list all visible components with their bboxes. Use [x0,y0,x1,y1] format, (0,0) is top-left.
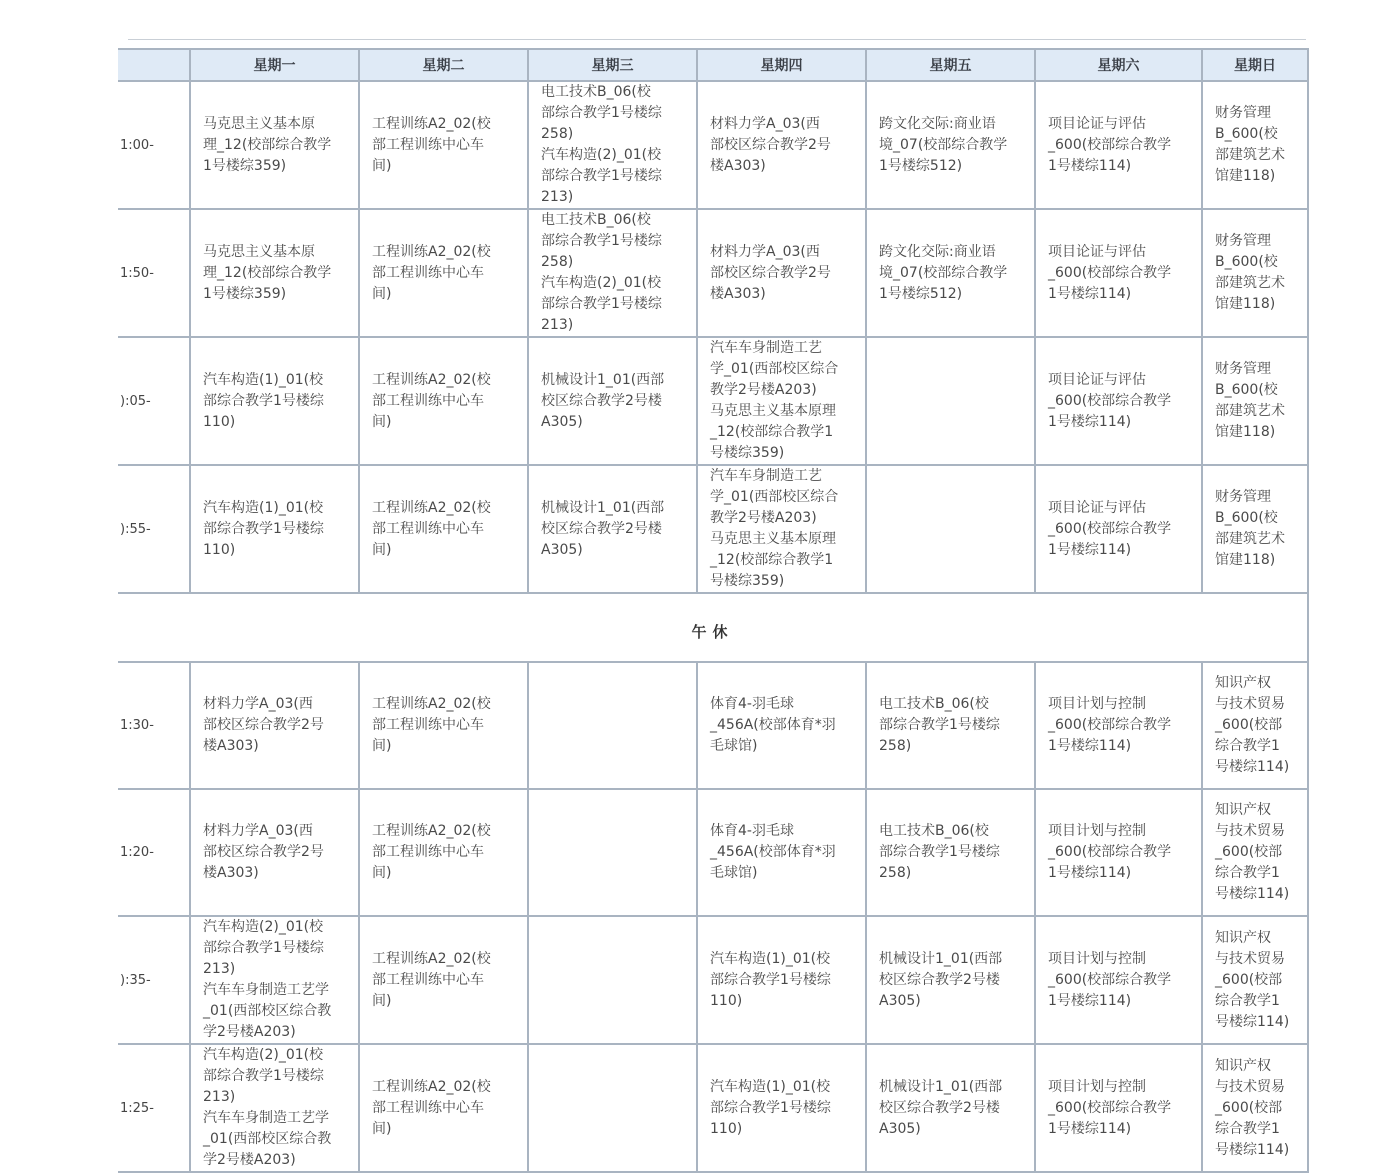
header-day-friday: 星期五 [866,49,1035,81]
course-cell-thursday [697,465,866,593]
course-cell-sunday [1202,1044,1308,1172]
course-cell-tuesday [359,209,528,337]
period-start-time: ):05- [118,337,190,465]
afternoon-period-row-1 [118,662,1308,789]
course-cell-sunday [1202,916,1308,1044]
course-entry: 电工技术B_06(校 部综合教学1号楼综 258) [541,84,662,142]
course-entry: 汽车构造(2)_01(校 部综合教学1号楼综 213) [203,919,324,977]
course-entry: 知识产权 与技术贸易 _600(校部 综合教学1 号楼综114) [1215,675,1290,775]
course-entry: 工程训练A2_02(校 部工程训练中心车 间) [372,499,491,558]
course-cell-tuesday [359,1044,528,1172]
course-cell-wednesday [528,1044,697,1172]
course-entry: 汽车构造(1)_01(校 部综合教学1号楼综 110) [203,499,324,558]
course-cell-saturday [1035,337,1202,465]
course-cell-monday [190,1044,359,1172]
course-cell-sunday [1202,789,1308,916]
afternoon-period-row-3 [118,916,1308,1044]
course-entry: 汽车构造(2)_01(校 部综合教学1号楼综 213) [541,147,662,205]
course-cell-thursday [697,916,866,1044]
period-start-time: ):35- [118,916,190,1044]
course-entry: 项目计划与控制 _600(校部综合教学 1号楼综114) [1048,696,1172,754]
course-cell-monday [190,662,359,789]
course-entry: 机械设计1_01(西部 校区综合教学2号楼 A305) [541,371,665,430]
course-entry: 工程训练A2_02(校 部工程训练中心车 间) [372,371,491,430]
period-start-time: 1:00- [118,81,190,209]
course-entry: 项目论证与评估 _600(校部综合教学 1号楼综114) [1048,499,1172,558]
course-cell-tuesday [359,337,528,465]
course-cell-thursday [697,81,866,209]
course-cell-wednesday [528,662,697,789]
header-day-wednesday: 星期三 [528,49,697,81]
course-entry: 机械设计1_01(西部 校区综合教学2号楼 A305) [879,1078,1003,1137]
course-entry: 知识产权 与技术贸易 _600(校部 综合教学1 号楼综114) [1215,802,1290,902]
course-entry: 电工技术B_06(校 部综合教学1号楼综 258) [879,696,1000,754]
course-entry: 工程训练A2_02(校 部工程训练中心车 间) [372,823,491,881]
course-cell-sunday [1202,209,1308,337]
course-cell-saturday [1035,916,1202,1044]
course-cell-sunday [1202,337,1308,465]
afternoon-period-row-2 [118,789,1308,916]
course-timetable [118,48,1309,1173]
course-cell-monday [190,465,359,593]
course-entry: 体育4-羽毛球 _456A(校部体育*羽 毛球馆) [710,696,836,754]
course-entry: 财务管理 B_600(校 部建筑艺术 馆建118) [1215,233,1285,312]
course-entry: 知识产权 与技术贸易 _600(校部 综合教学1 号楼综114) [1215,929,1290,1030]
period-start-time: 1:50- [118,209,190,337]
course-entry: 汽车构造(2)_01(校 部综合教学1号楼综 213) [203,1047,324,1105]
course-cell-thursday [697,1044,866,1172]
course-entry: 跨文化交际:商业语 境_07(校部综合教学 1号楼综512) [879,115,1008,174]
course-cell-saturday [1035,1044,1202,1172]
afternoon-period-row-4 [118,1044,1308,1172]
course-entry: 项目论证与评估 _600(校部综合教学 1号楼综114) [1048,115,1172,174]
header-row [118,49,1308,81]
course-cell-tuesday [359,916,528,1044]
course-cell-friday [866,337,1035,465]
course-entry: 电工技术B_06(校 部综合教学1号楼综 258) [541,212,662,270]
lunch-break-label: 午休 [118,593,1308,662]
morning-period-row-3 [118,337,1308,465]
header-day-monday: 星期一 [190,49,359,81]
course-cell-thursday [697,789,866,916]
course-entry: 电工技术B_06(校 部综合教学1号楼综 258) [879,823,1000,881]
morning-period-row-2 [118,209,1308,337]
course-entry: 工程训练A2_02(校 部工程训练中心车 间) [372,696,491,754]
course-cell-friday [866,789,1035,916]
course-entry: 汽车车身制造工艺学 _01(西部校区综合教 学2号楼A203) [203,1110,332,1168]
header-day-thursday: 星期四 [697,49,866,81]
course-entry: 马克思主义基本原 理_12(校部综合教学 1号楼综359) [203,243,332,302]
morning-period-row-4 [118,465,1308,593]
course-entry: 马克思主义基本原 理_12(校部综合教学 1号楼综359) [203,115,332,174]
course-cell-wednesday [528,209,697,337]
course-cell-friday [866,916,1035,1044]
header-day-tuesday: 星期二 [359,49,528,81]
course-entry: 汽车车身制造工艺 学_01(西部校区综合 教学2号楼A203) [710,468,839,526]
course-cell-monday [190,916,359,1044]
morning-period-row-1 [118,81,1308,209]
course-cell-tuesday [359,662,528,789]
course-cell-friday [866,1044,1035,1172]
course-cell-monday [190,209,359,337]
course-entry: 汽车构造(1)_01(校 部综合教学1号楼综 110) [710,1078,831,1137]
course-cell-saturday [1035,81,1202,209]
course-cell-wednesday [528,465,697,593]
course-cell-tuesday [359,789,528,916]
course-entry: 财务管理 B_600(校 部建筑艺术 馆建118) [1215,105,1285,184]
course-entry: 马克思主义基本原理 _12(校部综合教学1 号楼综359) [710,403,836,461]
course-entry: 材料力学A_03(西 部校区综合教学2号 楼A303) [710,243,831,302]
header-day-sunday: 星期日 [1202,49,1308,81]
course-cell-wednesday [528,916,697,1044]
course-entry: 项目论证与评估 _600(校部综合教学 1号楼综114) [1048,243,1172,302]
course-cell-saturday [1035,465,1202,593]
course-entry: 项目计划与控制 _600(校部综合教学 1号楼综114) [1048,1078,1172,1137]
timetable-body [118,81,1308,1172]
course-cell-thursday [697,209,866,337]
course-cell-sunday [1202,662,1308,789]
course-cell-friday [866,81,1035,209]
course-entry: 材料力学A_03(西 部校区综合教学2号 楼A303) [710,115,831,174]
course-entry: 体育4-羽毛球 _456A(校部体育*羽 毛球馆) [710,823,836,881]
course-cell-monday [190,789,359,916]
course-cell-wednesday [528,81,697,209]
period-start-time: 1:25- [118,1044,190,1172]
course-cell-friday [866,465,1035,593]
period-start-time: 1:20- [118,789,190,916]
course-entry: 马克思主义基本原理 _12(校部综合教学1 号楼综359) [710,531,836,589]
course-cell-thursday [697,337,866,465]
course-cell-monday [190,81,359,209]
course-entry: 工程训练A2_02(校 部工程训练中心车 间) [372,1078,491,1137]
course-entry: 项目计划与控制 _600(校部综合教学 1号楼综114) [1048,950,1172,1009]
lunch-break-row [118,593,1308,662]
course-entry: 知识产权 与技术贸易 _600(校部 综合教学1 号楼综114) [1215,1057,1290,1158]
course-entry: 汽车构造(2)_01(校 部综合教学1号楼综 213) [541,275,662,333]
course-entry: 工程训练A2_02(校 部工程训练中心车 间) [372,243,491,302]
course-cell-saturday [1035,789,1202,916]
course-entry: 项目计划与控制 _600(校部综合教学 1号楼综114) [1048,823,1172,881]
course-entry: 汽车车身制造工艺 学_01(西部校区综合 教学2号楼A203) [710,340,839,398]
course-entry: 工程训练A2_02(校 部工程训练中心车 间) [372,950,491,1009]
course-cell-sunday [1202,465,1308,593]
course-cell-saturday [1035,209,1202,337]
period-start-time: ):55- [118,465,190,593]
course-cell-saturday [1035,662,1202,789]
course-entry: 材料力学A_03(西 部校区综合教学2号 楼A303) [203,696,324,754]
course-entry: 材料力学A_03(西 部校区综合教学2号 楼A303) [203,823,324,881]
header-day-saturday: 星期六 [1035,49,1202,81]
course-entry: 汽车车身制造工艺学 _01(西部校区综合教 学2号楼A203) [203,982,332,1040]
course-cell-friday [866,662,1035,789]
course-entry: 机械设计1_01(西部 校区综合教学2号楼 A305) [541,499,665,558]
course-entry: 财务管理 B_600(校 部建筑艺术 馆建118) [1215,489,1285,568]
course-cell-wednesday [528,337,697,465]
course-cell-tuesday [359,81,528,209]
course-cell-monday [190,337,359,465]
course-entry: 汽车构造(1)_01(校 部综合教学1号楼综 110) [203,371,324,430]
course-entry: 机械设计1_01(西部 校区综合教学2号楼 A305) [879,950,1003,1009]
course-entry: 汽车构造(1)_01(校 部综合教学1号楼综 110) [710,950,831,1009]
course-cell-tuesday [359,465,528,593]
course-entry: 工程训练A2_02(校 部工程训练中心车 间) [372,115,491,174]
course-cell-thursday [697,662,866,789]
course-cell-friday [866,209,1035,337]
header-corner [118,49,190,81]
course-cell-sunday [1202,81,1308,209]
period-start-time: 1:30- [118,662,190,789]
course-cell-wednesday [528,789,697,916]
course-entry: 财务管理 B_600(校 部建筑艺术 馆建118) [1215,361,1285,440]
top-divider [128,39,1306,40]
course-entry: 项目论证与评估 _600(校部综合教学 1号楼综114) [1048,371,1172,430]
course-entry: 跨文化交际:商业语 境_07(校部综合教学 1号楼综512) [879,243,1008,302]
